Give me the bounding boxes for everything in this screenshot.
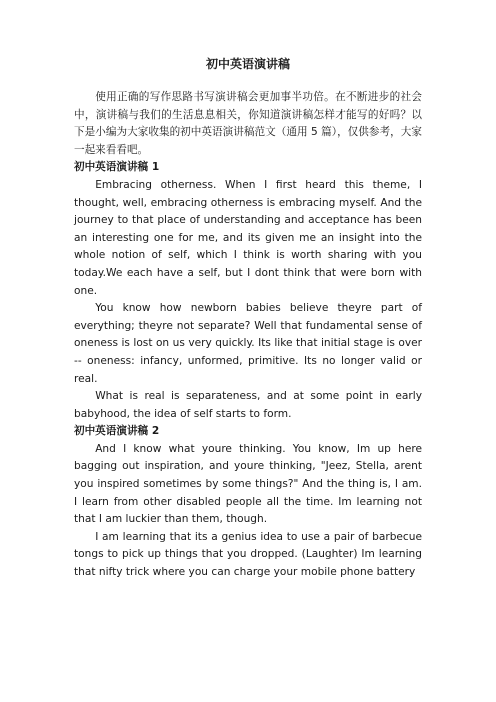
section-heading-1: 初中英语演讲稿 1	[74, 161, 160, 174]
document-title: 初中英语演讲稿	[205, 57, 290, 71]
document-page	[74, 56, 422, 582]
section-1-paragraph-1: Embracing otherness. When I first heard this theme, I thought, well, embracing otherness is embracing myself. And the journey to that place of understanding and acceptance has been an interesting one for me, and its given me an insight into the whole notion of self, which I think is worth sharing with you today.We each have a self, but I dont think that were born with one.	[74, 178, 422, 297]
section-2-paragraph-1: And I know what youre thinking. You know, Im up here bagging out inspiration, and youre thinking, "Jeez, Stella, arent you inspired sometimes by some things?" And the thing is, I am. I learn from other disabled people all the time. Im learning not that I am luckier than them, though.	[74, 442, 422, 526]
section-2-paragraph-2: I am learning that its a genius idea to use a pair of barbecue tongs to pick up things that you dropped. (Laughter) Im learning that nifty trick where you can charge your mobile phone battery	[74, 530, 422, 579]
section-heading-2: 初中英语演讲稿 2	[74, 425, 160, 438]
section-1-paragraph-2: You know how newborn babies believe theyre part of everything; theyre not separate? Well that fundamental sense of oneness is lost on us very quickly. Its like that initial stage is over -- oneness: infancy, unformed, primitive. Its no longer valid or real.	[74, 302, 422, 385]
intro-paragraph: 使用正确的写作思路书写演讲稿会更加事半功倍。在不断进步的社会中，演讲稿与我们的生活息息相关，你知道演讲稿怎样才能写的好吗？以下是小编为大家收集的初中英语演讲稿范文（通用 5 篇），仅供参考，大家一起来看看吧。	[74, 91, 422, 156]
section-1-paragraph-3: What is real is separateness, and at some point in early babyhood, the idea of self starts to form.	[74, 390, 422, 420]
